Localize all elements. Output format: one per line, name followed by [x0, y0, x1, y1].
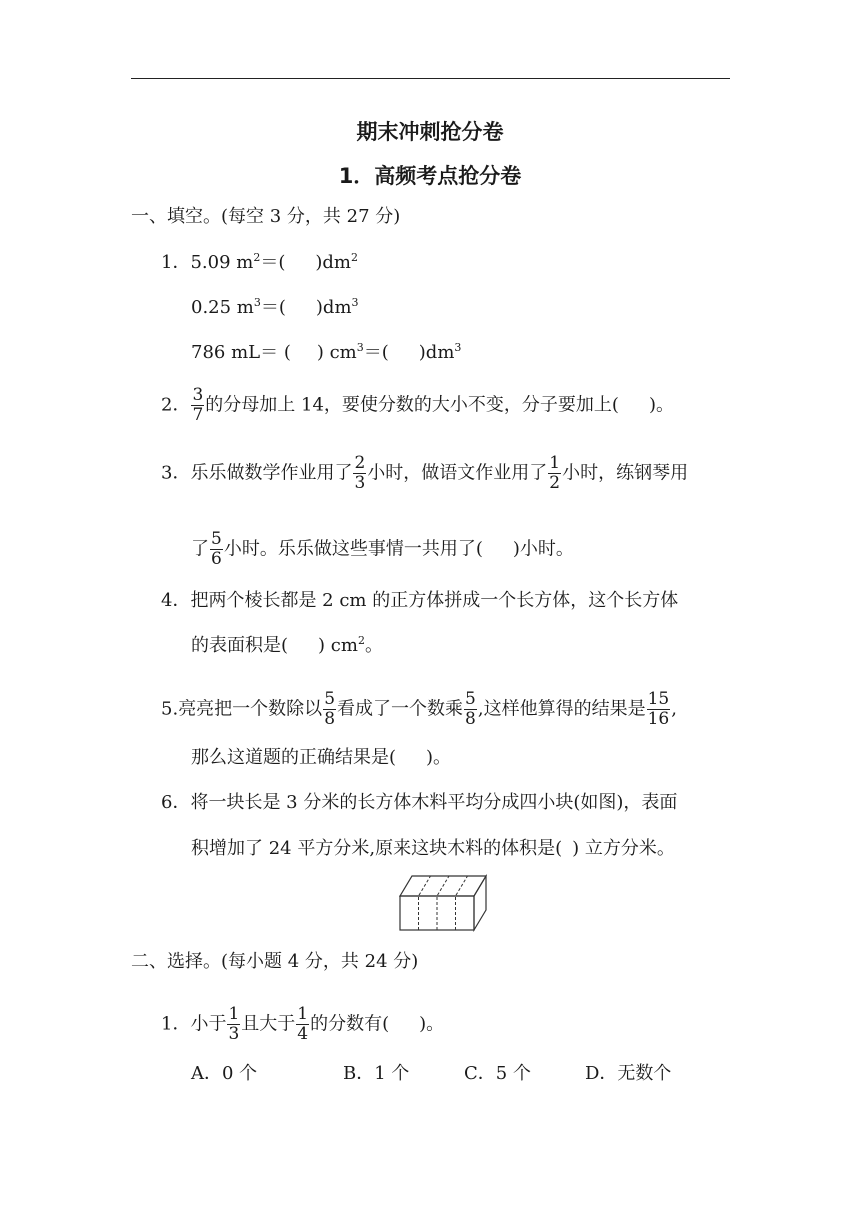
q6-number: 6．: [161, 792, 191, 813]
q6-line2: 积增加了 24 平方分米,原来这块木料的体积是( ) 立方分米。: [191, 838, 675, 859]
q4-line2: 的表面积是( ) $cm^2$。: [191, 634, 383, 656]
fraction: $\frac{15}{16}$: [647, 689, 670, 729]
q5-line2: 那么这道题的正确结果是( )。: [191, 747, 452, 768]
option-d[interactable]: D．无数个: [585, 1063, 672, 1084]
s2-q1-number: 1．: [161, 1013, 191, 1035]
fraction: $\frac{1}{4}$: [297, 1004, 309, 1044]
fraction: $\frac{5}{8}$: [465, 689, 476, 729]
option-c[interactable]: C．5 个: [464, 1063, 531, 1084]
section1-heading: 一、填空。(每空 3 分，共 27 分): [131, 206, 401, 227]
option-b[interactable]: B．1 个: [343, 1063, 410, 1084]
q4-line1: 4．把两个棱长都是 2 cm 的正方体拼成一个长方体，这个长方体: [161, 590, 679, 611]
fraction: $\frac{1}{3}$: [228, 1004, 240, 1044]
cut-lines: [419, 876, 468, 930]
q3-line2: 了 $\frac{5}{6}$ 小时。乐乐做这些事情一共用了( )小时。: [191, 529, 574, 569]
fraction: $\frac{5}{8}$: [324, 689, 336, 729]
fraction: $\frac{2}{3}$: [354, 453, 366, 493]
cuboid-side-face: [474, 876, 486, 930]
header-rule: [131, 78, 730, 79]
s2-q1-line: 1．小于 $\frac{1}{3}$ 且大于 $\frac{1}{4}$ 的分数有( )。: [161, 1004, 445, 1044]
q5-number: 5.: [161, 698, 179, 720]
fraction: $\frac{1}{2}$: [549, 453, 561, 493]
fraction: $\frac{3}{7}$: [192, 385, 204, 425]
q4-number: 4．: [161, 590, 191, 611]
section2-heading: 二、选择。(每小题 4 分，共 24 分): [131, 951, 419, 972]
exam-title: 期末冲刺抢分卷: [356, 120, 504, 144]
q5-line1: 5.亮亮把一个数除以 $\frac{5}{8}$ 看成了一个数乘 $\frac{5}{8}$ ,这样他算得的结果是 $\frac{15}{16}$ ,: [161, 689, 677, 729]
q3-number: 3．: [161, 462, 191, 484]
q1-line3: 786 mL＝ ( ) $cm^3=$( )$dm^3$: [191, 341, 462, 363]
q3-line1: 3．乐乐做数学作业用了 $\frac{2}{3}$ 小时，做语文作业用了 $\frac{1}{2}$ 小时，练钢琴用: [161, 453, 689, 493]
cuboid-figure: [396, 872, 490, 934]
q1-number: 1．: [161, 252, 191, 273]
option-a[interactable]: A．0 个: [191, 1063, 258, 1084]
exam-subtitle: 1．高频考点抢分卷: [338, 164, 522, 188]
q2-number: 2．: [161, 394, 191, 416]
q1-line2: 0.25 $m^3=$( )$dm^3$: [191, 296, 359, 318]
fraction: $\frac{5}{6}$: [211, 529, 222, 569]
q6-line1: 6．将一块长是 3 分米的长方体木料平均分成四小块(如图)，表面: [161, 792, 678, 813]
q2-line: 2． $\frac{3}{7}$ 的分母加上 14，要使分数的大小不变，分子要加上( )。: [161, 385, 674, 425]
q1-line1: 1．5.09 $m^2=$( )$dm^2$: [161, 251, 358, 273]
